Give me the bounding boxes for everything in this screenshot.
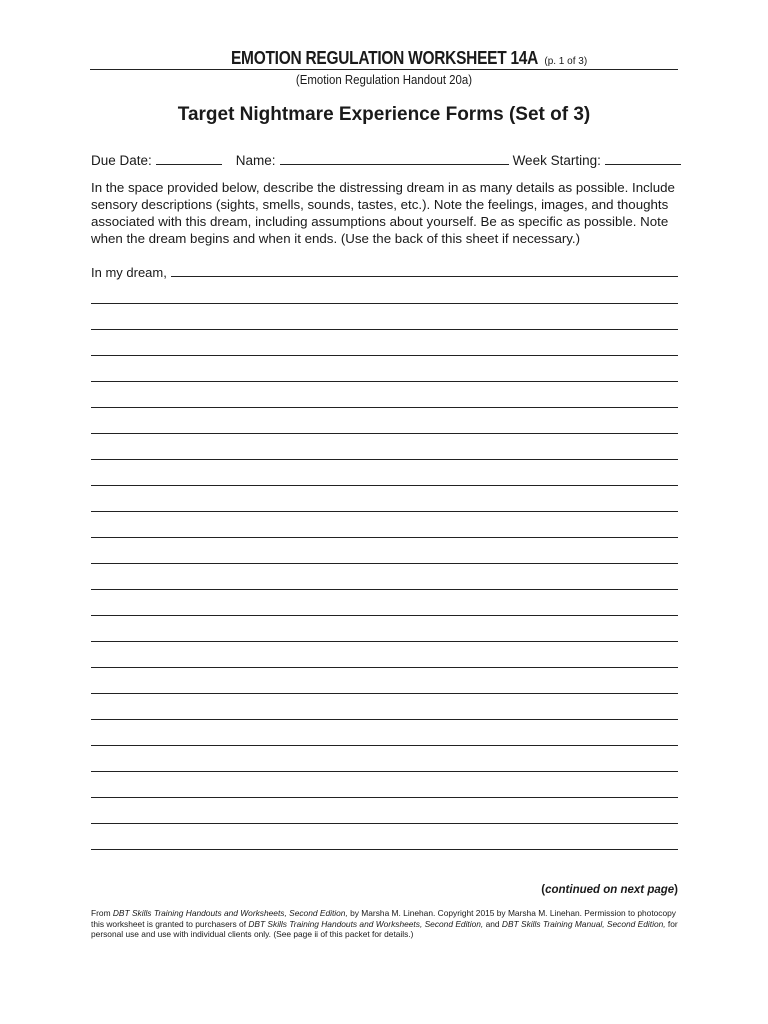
name-field[interactable] <box>280 150 509 165</box>
writing-line[interactable] <box>91 407 678 408</box>
writing-line[interactable] <box>91 355 678 356</box>
due-date-field[interactable] <box>156 150 222 165</box>
continued-open-paren: ( <box>541 884 546 896</box>
footer-book-title-1: DBT Skills Training Handouts and Worksheets, Second Edition, <box>112 908 348 918</box>
instructions-paragraph: In the space provided below, describe the distressing dream in as many details as possible. Include sensory descriptions (sights, smells, sounds, tastes, etc.). Note the feelings, images, and thoughts associated with this dream, including assumptions about yourself. Be as specific as possible. Note when the dream begins and when it ends. (Use the back of this sheet if necessary.) <box>91 180 675 246</box>
writing-line[interactable] <box>91 745 678 746</box>
writing-line[interactable] <box>91 537 678 538</box>
footer-text-1: From <box>91 908 113 918</box>
footer-text-2: by Marsha M. Linehan. Copyright 2015 by Marsha M. Linehan. Permission to photocopy this worksheet is granted to purchasers of <box>91 908 676 929</box>
handout-reference: (Emotion Regulation Handout 20a) <box>295 72 473 87</box>
writing-line[interactable] <box>91 459 678 460</box>
writing-line[interactable] <box>91 485 678 486</box>
writing-line[interactable] <box>91 667 678 668</box>
writing-line[interactable] <box>91 589 678 590</box>
writing-line[interactable] <box>91 849 678 850</box>
worksheet-header <box>0 48 768 69</box>
writing-line[interactable] <box>91 615 678 616</box>
writing-line[interactable] <box>91 719 678 720</box>
worksheet-title: EMOTION REGULATION WORKSHEET 14A <box>230 48 538 68</box>
dream-prompt-row <box>91 262 678 280</box>
writing-line[interactable] <box>91 771 678 772</box>
writing-line[interactable] <box>91 797 678 798</box>
header-rule <box>90 69 678 70</box>
form-fields-row <box>91 150 681 168</box>
writing-line[interactable] <box>91 303 678 304</box>
name-label: Name: <box>235 153 276 168</box>
week-starting-label: Week Starting: <box>512 153 601 168</box>
footer-text-4: for personal use and use with individual clients only. (See page ii of this packet for details.) <box>91 918 678 939</box>
footer-book-title-2: DBT Skills Training Handouts and Worksheets, Second Edition, <box>248 918 484 929</box>
writing-line[interactable] <box>91 563 678 564</box>
footer-book-title-3: DBT Skills Training Manual, Second Edition, <box>501 918 666 929</box>
continued-note <box>541 884 678 896</box>
page-title: Target Nightmare Experience Forms (Set of 3) <box>177 104 591 125</box>
writing-line[interactable] <box>91 823 678 824</box>
continued-close-paren: ) <box>674 884 678 896</box>
due-date-label: Due Date: <box>91 153 152 168</box>
writing-line[interactable] <box>91 381 678 382</box>
footer-text-3: and <box>483 918 502 929</box>
week-starting-field[interactable] <box>605 150 681 165</box>
writing-line[interactable] <box>91 693 678 694</box>
continued-text: continued on next page <box>545 884 675 896</box>
dream-prompt-label: In my dream, <box>91 265 167 280</box>
copyright-footer <box>91 908 683 940</box>
page-indicator: (p. 1 of 3) <box>544 56 588 67</box>
writing-line[interactable] <box>91 511 678 512</box>
writing-line[interactable] <box>91 433 678 434</box>
writing-line[interactable] <box>91 329 678 330</box>
writing-line[interactable] <box>91 641 678 642</box>
dream-first-line[interactable] <box>171 262 678 277</box>
